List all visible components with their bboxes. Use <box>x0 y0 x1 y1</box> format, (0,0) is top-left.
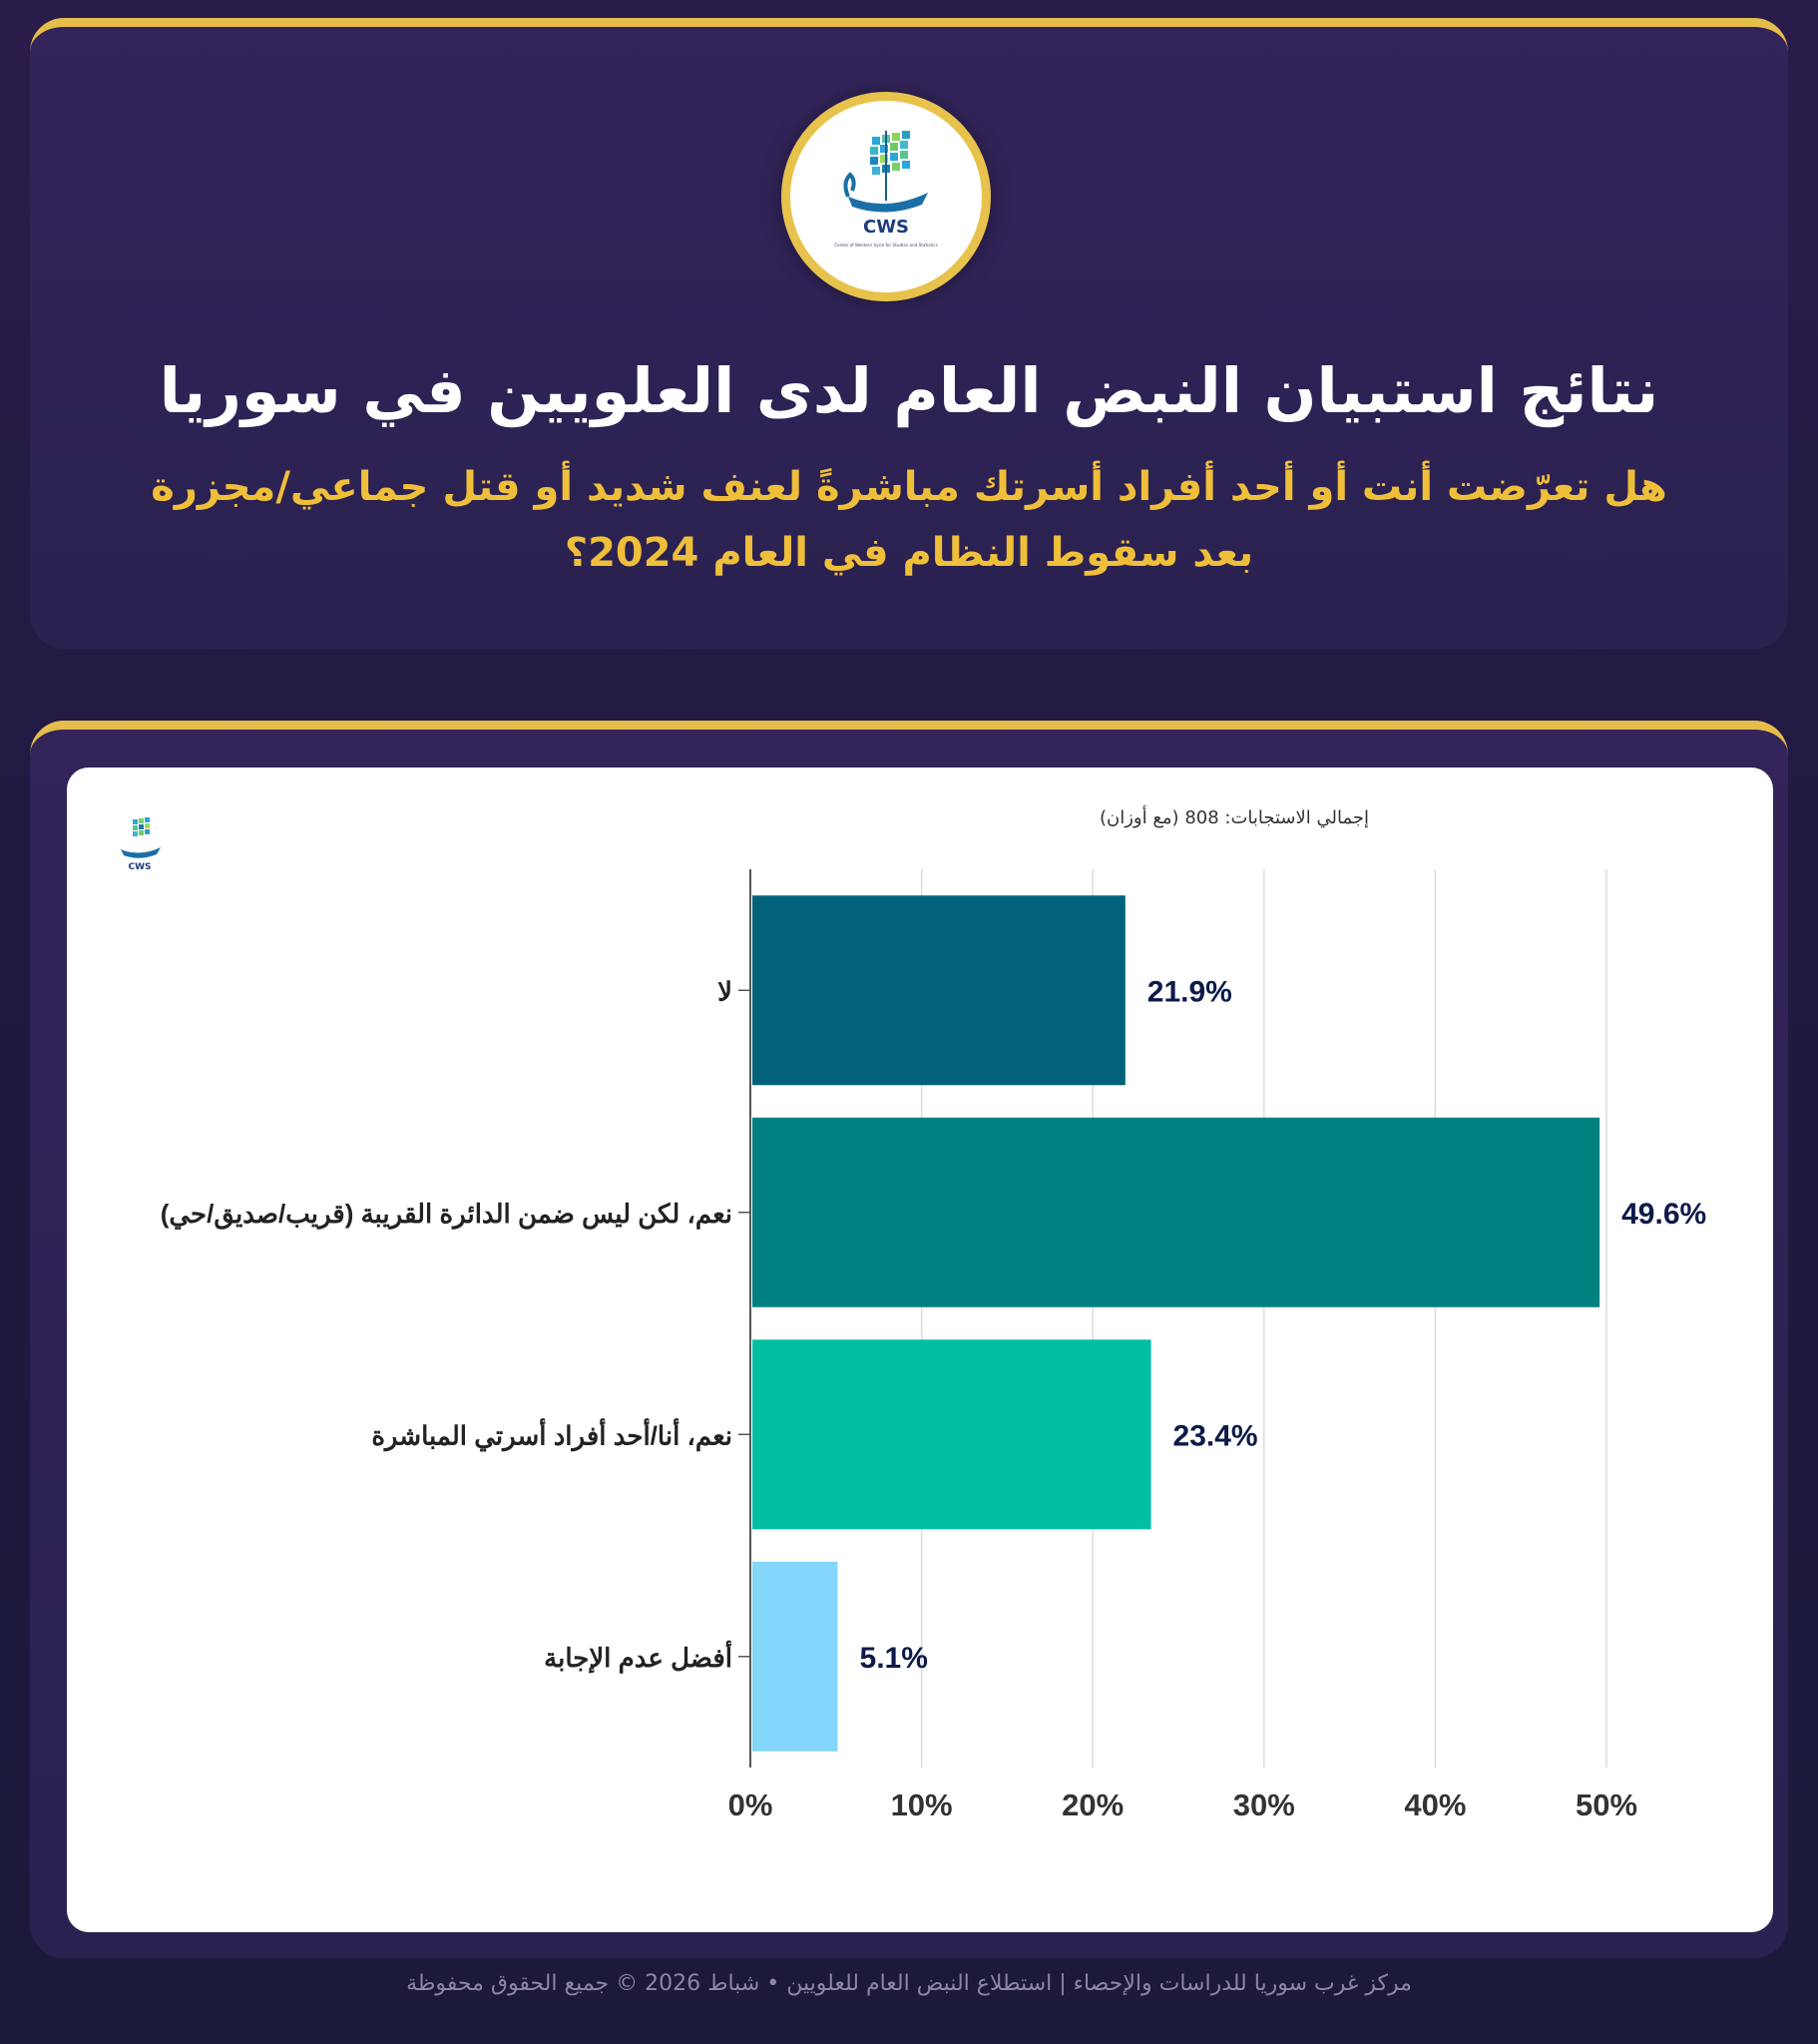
svg-text:Center of Western Syria for St: Center of Western Syria for Studies and Statistics <box>834 243 938 248</box>
bar <box>752 1339 1151 1529</box>
cws-logo <box>781 92 991 301</box>
ship-logo-icon <box>790 101 982 292</box>
data-label: 21.9% <box>1146 975 1232 1009</box>
x-tick-label: 50% <box>1575 1788 1638 1822</box>
bar <box>752 1118 1599 1307</box>
x-tick-label: 0% <box>727 1788 773 1822</box>
category-label: نعم، لكن ليس ضمن الدائرة القريبة (قريب/صديق/حي) <box>160 1198 732 1229</box>
data-label: 23.4% <box>1172 1419 1258 1453</box>
bar <box>752 895 1126 1085</box>
data-label: 5.1% <box>859 1641 928 1675</box>
category-label: لا <box>717 976 732 1007</box>
category-label: نعم، أنا/أحد أفراد أسرتي المباشرة <box>371 1420 732 1451</box>
survey-question: هل تعرّضت أنت أو أحد أفراد أسرتك مباشرةً لعنف شديد أو قتل جماعي/مجزرة بعد سقوط النظام في العام 2024؟ <box>151 464 1667 576</box>
category-label: أفضل عدم الإجابة <box>544 1642 732 1673</box>
data-label: 49.6% <box>1621 1197 1707 1231</box>
bar <box>752 1562 838 1752</box>
total-responses-note: إجمالي الاستجابات: 808 (مع أوزان) <box>1099 807 1370 828</box>
page-title: نتائج استبيان النبض العام لدى العلويين في سوريا <box>159 354 1659 427</box>
chart-card <box>67 767 1773 1932</box>
svg-text:CWS: CWS <box>862 217 910 238</box>
x-tick-label: 10% <box>890 1788 953 1822</box>
bar-chart <box>67 767 1773 1932</box>
x-tick-label: 40% <box>1404 1788 1467 1822</box>
x-tick-label: 20% <box>1062 1788 1125 1822</box>
footer-text: مركز غرب سوريا للدراسات والإحصاء | استطلاع النبض العام للعلويين • شباط 2026 © جميع الحقوق محفوظة <box>406 1971 1412 1996</box>
svg-text:CWS: CWS <box>128 862 152 872</box>
x-tick-label: 30% <box>1232 1788 1295 1822</box>
